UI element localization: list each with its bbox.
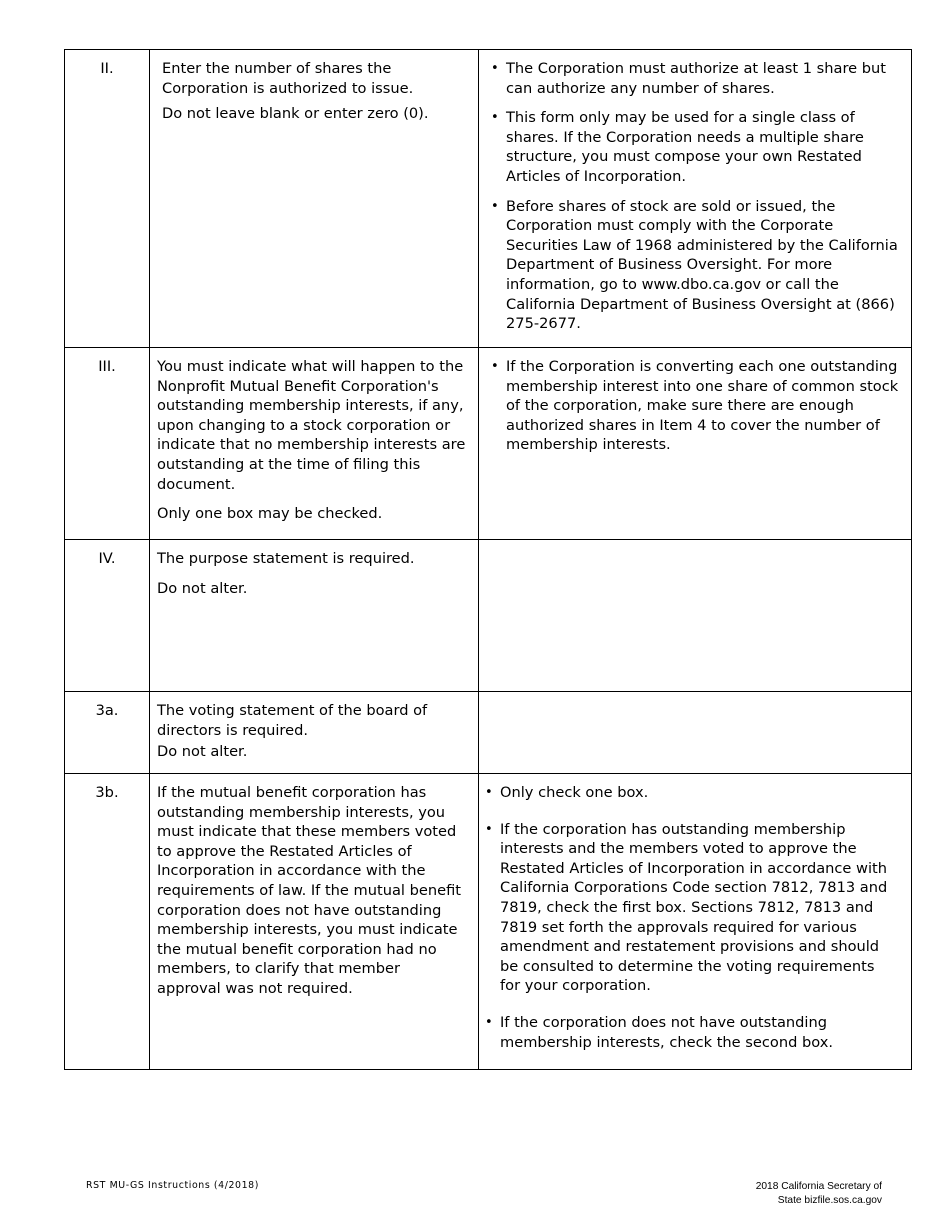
instructions-table [64, 49, 912, 1070]
description-text: The voting statement of the board of directors is required. [157, 702, 428, 739]
item-number: IV. [98, 550, 116, 567]
table-row [65, 50, 912, 348]
item-number-cell [65, 348, 150, 540]
list-item: • If the corporation does not have outstanding membership interests, check the second box. [485, 1013, 899, 1052]
description-cell [150, 348, 479, 540]
item-number-cell [65, 540, 150, 692]
list-item: • The Corporation must authorize at least 1 share but can authorize any number of shares. [491, 59, 899, 98]
notes-cell [479, 348, 912, 540]
description-cell [150, 774, 479, 1070]
description-cell [150, 50, 479, 348]
table-row [65, 774, 912, 1070]
item-number: II. [100, 60, 114, 77]
item-number-cell [65, 692, 150, 774]
description-text: Only one box may be checked. [157, 505, 383, 523]
description-text: Do not alter. [157, 579, 248, 597]
copyright-line: 2018 California Secretary of [755, 1181, 882, 1192]
description-text: Do not leave blank or enter zero (0). [162, 105, 429, 123]
list-item: • Only check one box. [485, 783, 899, 803]
notes-cell [479, 540, 912, 692]
notes-cell [479, 692, 912, 774]
notes-cell [479, 50, 912, 348]
description-text: The purpose statement is required. [157, 550, 415, 567]
item-number: III. [98, 358, 116, 375]
table-row [65, 692, 912, 774]
item-number: 3a. [95, 702, 119, 719]
list-item: • If the corporation has outstanding membership interests and the members voted to approve the Restated Articles of Incorporation in accordance with California Corporations Code section 7812, 7813 and 7819, check the first box. Sections 7812, 7813 and 7819 set forth the approvals required for various amendment and restatement provisions and should be consulted to determine the voting requirements for your corporation. [485, 820, 899, 996]
description-text: If the mutual benefit corporation has outstanding membership interests, you must indicate that these members voted to approve the Restated Articles of Incorporation in accordance with the requirements of law. If the mutual benefit corporation does not have outstanding membership interests, you must indicate the mutual benefit corporation had no members, to clarify that member approval was not required. [157, 784, 461, 997]
description-text: Do not alter. [157, 743, 248, 761]
description-text: Enter the number of shares the Corporation is authorized to issue. [162, 60, 414, 97]
table-row [65, 540, 912, 692]
notes-cell [479, 774, 912, 1070]
list-item: • Before shares of stock are sold or issued, the Corporation must comply with the Corporate Securities Law of 1968 administered by the California Department of Business Oversight. For more information, go to www.dbo.ca.gov or call the California Department of Business Oversight at (866) 275-2677. [491, 197, 899, 334]
item-number-cell [65, 774, 150, 1070]
copyright-line: State bizfile.sos.ca.gov [777, 1195, 882, 1206]
list-item: • This form only may be used for a single class of shares. If the Corporation needs a multiple share structure, you must compose your own Restated Articles of Incorporation. [491, 108, 899, 186]
item-number: 3b. [95, 784, 119, 801]
table-row [65, 348, 912, 540]
form-id-footer: RST MU-GS Instructions (4/2018) [86, 1180, 259, 1191]
list-item: • If the Corporation is converting each one outstanding membership interest into one share of common stock of the corporation, make sure there are enough authorized shares in Item 4 to cover the number of membership interests. [491, 357, 899, 455]
description-cell [150, 692, 479, 774]
item-number-cell [65, 50, 150, 348]
description-cell [150, 540, 479, 692]
copyright-footer [682, 1180, 882, 1208]
description-text: You must indicate what will happen to the Nonprofit Mutual Benefit Corporation's outstanding membership interests, if any, upon changing to a stock corporation or indicate that no membership interests are outstanding at the time of filing this document. [157, 358, 466, 493]
